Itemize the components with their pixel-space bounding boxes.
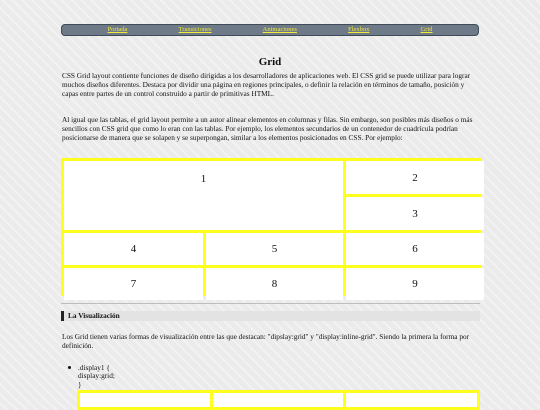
- divider: [61, 303, 480, 304]
- grid-cell-9: 9: [346, 268, 484, 300]
- grid-cell-4: 4: [64, 233, 203, 265]
- intro-paragraph: CSS Grid layout contiente funciones de diseño dirigidas a los desarrolladores de aplicaciones web. El CSS grid se puede utilizar para lograr muchos diseños diferentes. Destaca por dividir una página en regiones principales, o definir la relación en términos de tamaño, posición y capas entre partes de un control construido a partir de primitivas HTML.: [62, 71, 471, 99]
- section-heading: La Visualización: [61, 311, 480, 321]
- nav-link-flexbox[interactable]: Flexbox: [348, 26, 370, 33]
- grid-cell-8: 8: [206, 268, 343, 300]
- grid-cell-3: 3: [346, 197, 484, 230]
- grid-cell-7: 7: [64, 268, 203, 300]
- grid-cell-2: 2: [346, 161, 484, 194]
- page-title: Grid: [258, 56, 282, 69]
- tables-paragraph: Al igual que las tablas, el grid layout permite a un autor alinear elementos en columnas y filas. Sin embargo, son posibles más diseños o más sencillos con CSS grid que como lo eran con las tablas. Por ejemplo, los elementos secundarios de un contenedor de cuadrícula podrían posicionarse de manera que se solapen y se superpongan, similar a los elementos posicionados en CSS. Por ejemplo:: [62, 115, 473, 143]
- grid-cell-1: 1: [64, 161, 343, 230]
- grid-example-display1: [77, 390, 480, 410]
- code-line: }: [78, 379, 82, 389]
- visualization-paragraph: Los Grid tienen varias formas de visualización entre las que destacan: "dipslay:grid" y "display:inline-grid". Siendo la primera la forma por definición.: [62, 332, 470, 351]
- grid-cell-6: 6: [346, 233, 484, 265]
- grid-cell-5: 5: [206, 233, 343, 265]
- nav-link-animaciones[interactable]: Animaciones: [262, 26, 297, 33]
- bullet-icon: [68, 366, 71, 369]
- nav-link-grid[interactable]: Grid: [420, 26, 433, 33]
- code-line: .display1 {: [78, 363, 110, 372]
- list-item: [66, 364, 115, 389]
- top-navigation: [61, 24, 479, 36]
- code-list: [66, 364, 115, 389]
- grid-example: [61, 158, 481, 296]
- nav-link-portada[interactable]: Portada: [107, 26, 128, 33]
- code-line: display:grid;: [78, 371, 115, 381]
- nav-link-transiciones[interactable]: Transiciones: [178, 26, 212, 33]
